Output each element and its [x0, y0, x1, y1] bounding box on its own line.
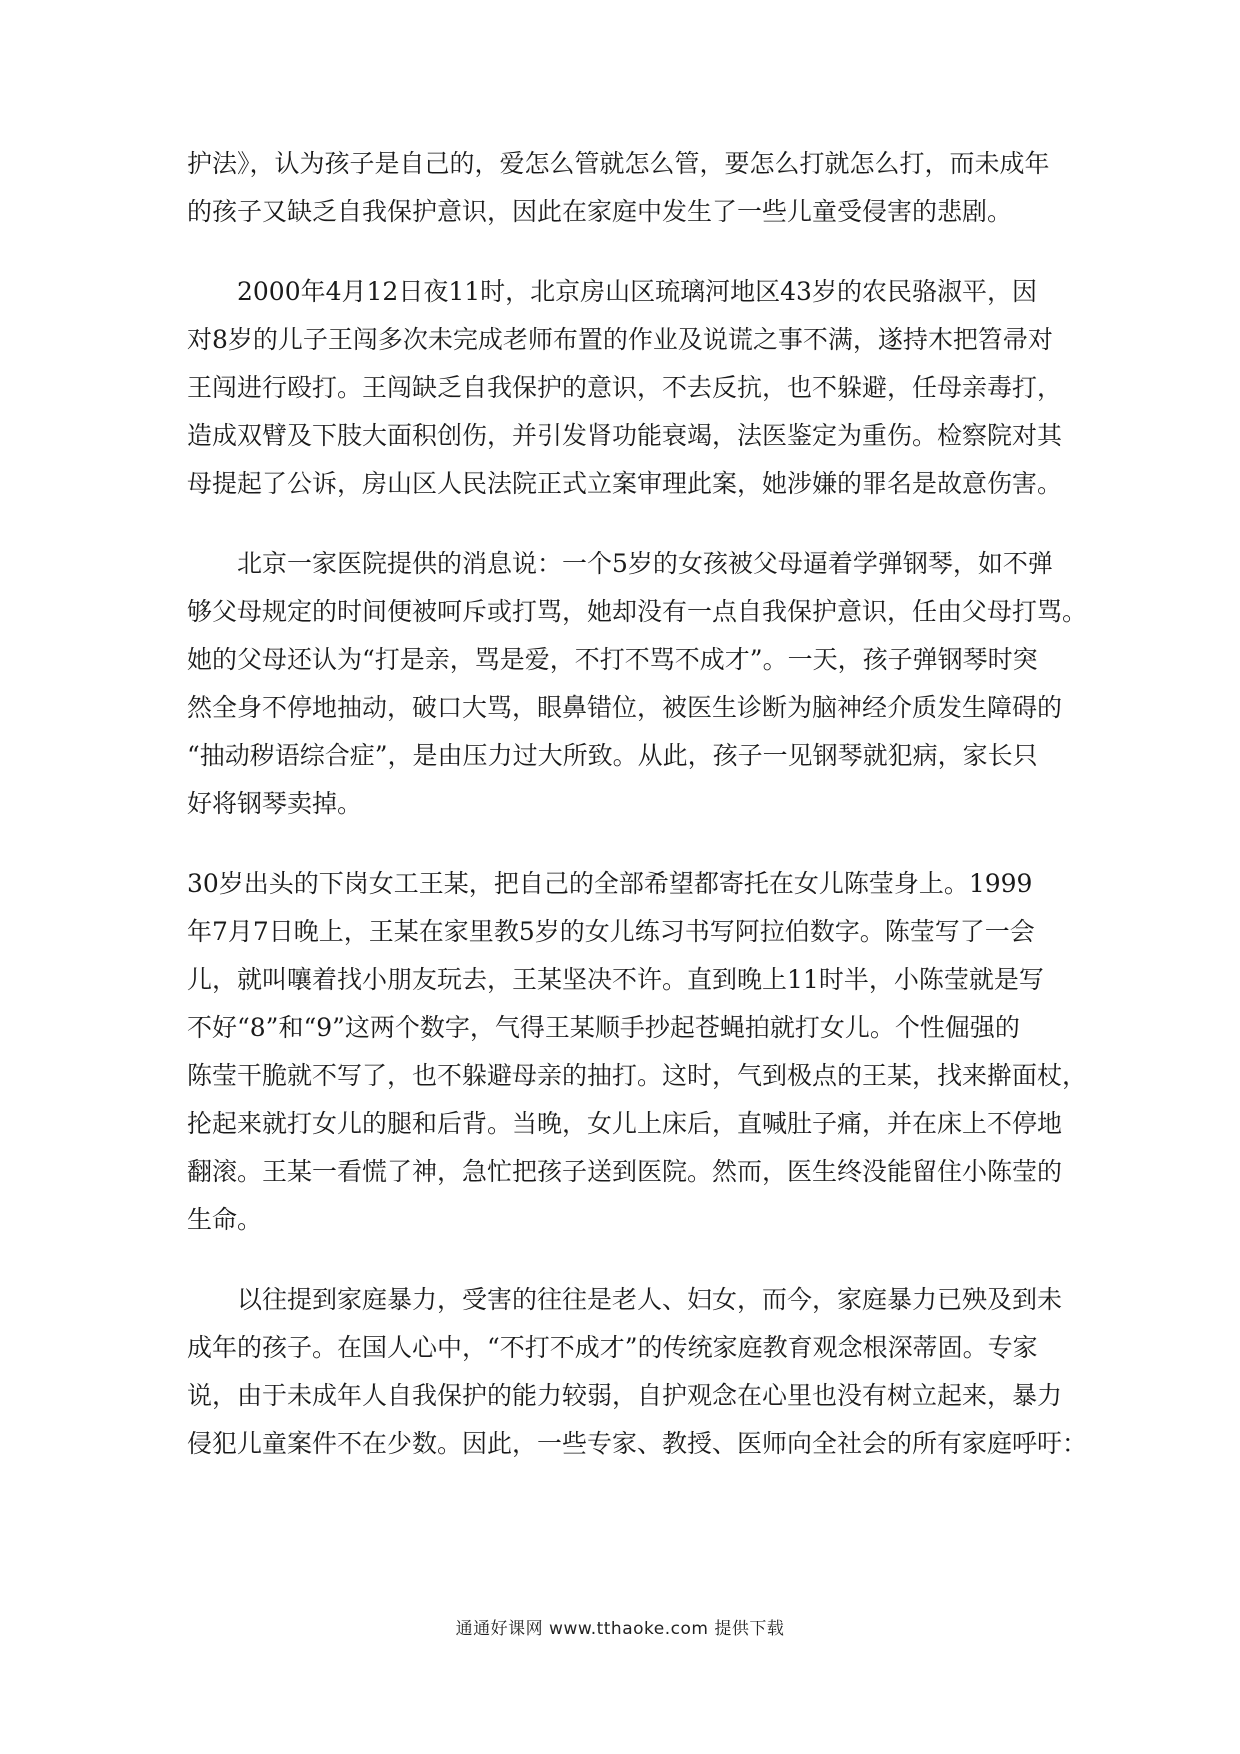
- text-line: “抽动秽语综合症”，是由压力过大所致。从此，孩子一见钢琴就犯病，家长只: [187, 741, 1038, 770]
- paragraph: [187, 268, 1063, 508]
- paragraph: [187, 860, 1088, 1244]
- text-line: 侵犯儿童案件不在少数。因此，一些专家、教授、医师向全社会的所有家庭呼吁：: [187, 1429, 1088, 1458]
- text-line: 陈莹干脆就不写了，也不躲避母亲的抽打。这时，气到极点的王某，找来擀面杖，: [187, 1061, 1088, 1090]
- text-line: 抡起来就打女儿的腿和后背。当晚，女儿上床后，直喊肚子痛，并在床上不停地: [187, 1109, 1063, 1138]
- text-line: 造成双臂及下肢大面积创伤，并引发肾功能衰竭，法医鉴定为重伤。检察院对其: [187, 421, 1063, 450]
- text-line: 够父母规定的时间便被呵斥或打骂，她却没有一点自我保护意识，任由父母打骂。: [187, 597, 1088, 626]
- text-line: 她的父母还认为“打是亲，骂是爱，不打不骂不成才”。一天，孩子弹钢琴时突: [187, 645, 1038, 674]
- page-footer: 通通好课网 www.tthaoke.com 提供下载: [455, 1619, 785, 1639]
- text-line: 对8岁的儿子王闯多次未完成老师布置的作业及说谎之事不满，遂持木把笤帚对: [187, 325, 1053, 354]
- text-line: 翻滚。王某一看慌了神，急忙把孩子送到医院。然而，医生终没能留住小陈莹的: [187, 1157, 1063, 1186]
- paragraph: [187, 1276, 1088, 1468]
- text-line: 2000年4月12日夜11时，北京房山区琉璃河地区43岁的农民骆淑平，因: [237, 277, 1037, 306]
- text-line: 年7月7日晚上，王某在家里教5岁的女儿练习书写阿拉伯数字。陈莹写了一会: [187, 917, 1035, 946]
- text-line: 成年的孩子。在国人心中，“不打不成才”的传统家庭教育观念根深蒂固。专家: [187, 1333, 1038, 1362]
- text-line: 王闯进行殴打。王闯缺乏自我保护的意识，不去反抗，也不躲避，任母亲毒打，: [187, 373, 1063, 402]
- paragraph: [187, 140, 1057, 236]
- text-line: 生命。: [187, 1205, 263, 1234]
- text-line: 不好“8”和“9”这两个数字，气得王某顺手抄起苍蝇拍就打女儿。个性倔强的: [187, 1013, 1020, 1042]
- text-line: 说，由于未成年人自我保护的能力较弱，自护观念在心里也没有树立起来，暴力: [187, 1381, 1063, 1410]
- text-line: 的孩子又缺乏自我保护意识，因此在家庭中发生了一些儿童受侵害的悲剧。: [187, 197, 1013, 226]
- text-line: 母提起了公诉，房山区人民法院正式立案审理此案，她涉嫌的罪名是故意伤害。: [187, 469, 1063, 498]
- document-body: [187, 140, 1088, 1500]
- text-line: 护法》，认为孩子是自己的，爱怎么管就怎么管，要怎么打就怎么打，而未成年: [187, 149, 1050, 178]
- text-line: 然全身不停地抽动，破口大骂，眼鼻错位，被医生诊断为脑神经介质发生障碍的: [187, 693, 1063, 722]
- text-line: 以往提到家庭暴力，受害的往往是老人、妇女，而今，家庭暴力已殃及到未: [237, 1285, 1063, 1314]
- text-line: 好将钢琴卖掉。: [187, 789, 363, 818]
- text-line: 30岁出头的下岗女工王某，把自己的全部希望都寄托在女儿陈莹身上。1999: [187, 869, 1033, 898]
- text-line: 北京一家医院提供的消息说：一个5岁的女孩被父母逼着学弹钢琴，如不弹: [237, 549, 1053, 578]
- text-line: 儿，就叫嚷着找小朋友玩去，王某坚决不许。直到晚上11时半，小陈莹就是写: [187, 965, 1044, 994]
- paragraph: [187, 540, 1088, 828]
